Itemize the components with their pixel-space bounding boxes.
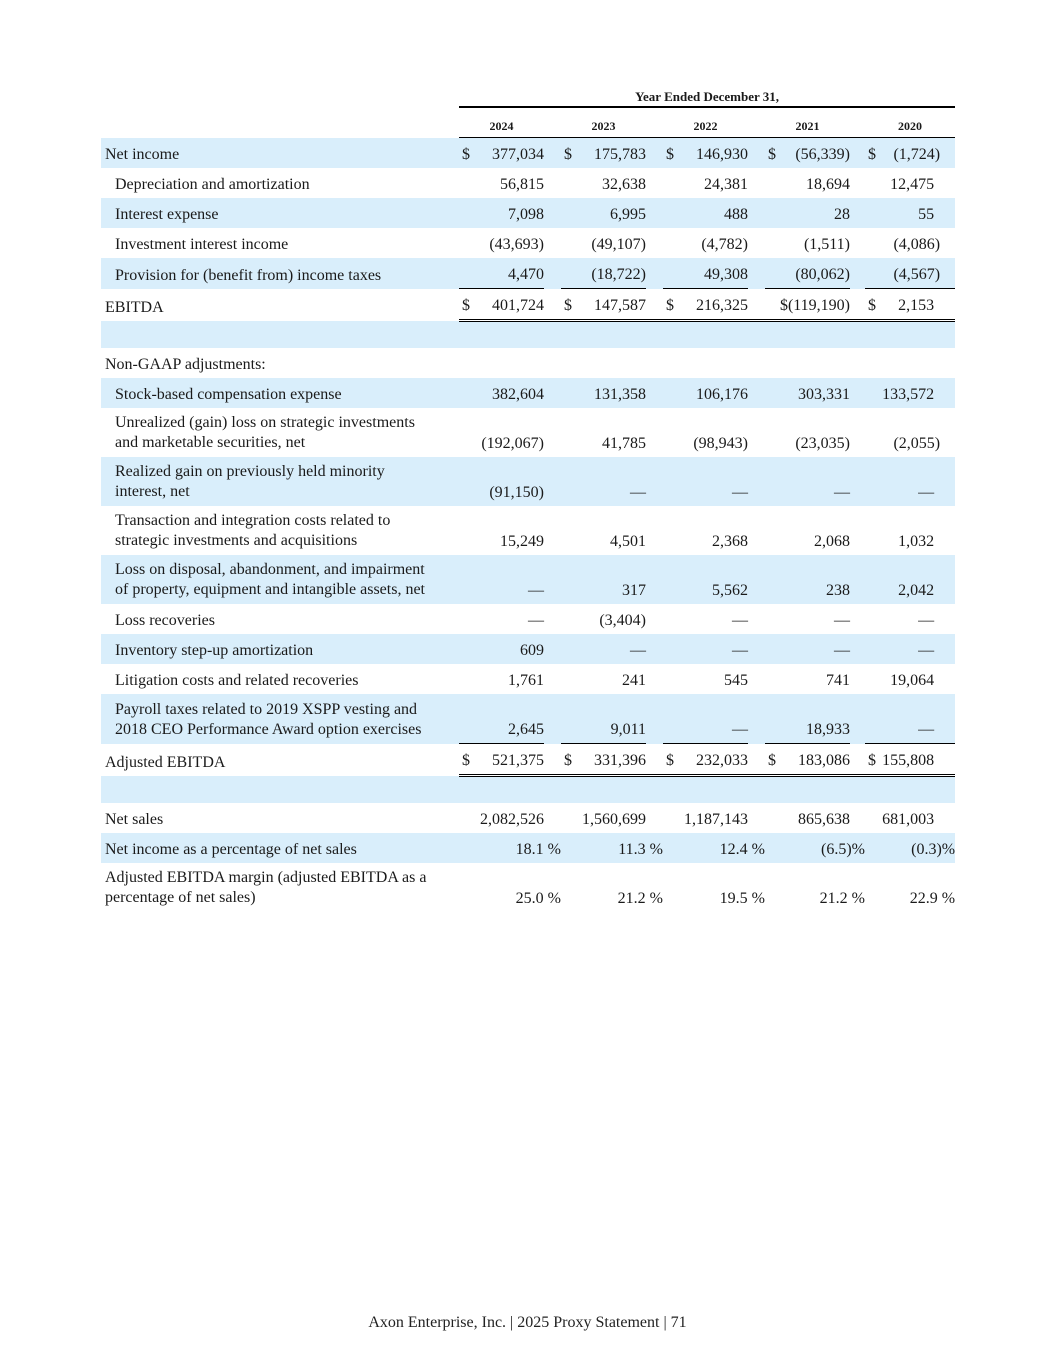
value-2023: $ 147,587 [561, 289, 646, 321]
row-provision-taxes [101, 258, 955, 289]
value-2023: 131,358 [561, 378, 646, 408]
value-2021: $(119,190) [765, 289, 850, 321]
row-label: Inventory step-up amortization [101, 634, 459, 664]
period-label: Year Ended December 31, [459, 79, 955, 107]
value-2024: (192,067) [481, 435, 544, 452]
row-label: Realized gain on previously held minority interest, net [101, 457, 459, 506]
year-2022-header: 2022 [663, 107, 748, 138]
value-2022: (4,782) [701, 236, 748, 253]
value-2020: $ 2,153 [865, 289, 955, 321]
value-2022: 19.5 % [719, 890, 765, 907]
value-2020: — [865, 694, 955, 744]
value-2024: $ 377,034 [459, 138, 544, 169]
value-2024: 2,082,526 [480, 811, 544, 828]
header-row-period [101, 79, 955, 107]
value-2022: — [663, 457, 748, 506]
row-stock-comp [101, 378, 955, 408]
value-2020: 133,572 [865, 378, 955, 408]
value-2021: 238 [765, 555, 850, 604]
value-2023: 317 [561, 555, 646, 604]
row-label: Loss on disposal, abandonment, and impairment of property, equipment and intangible assets, net [101, 555, 459, 604]
value-2021: 21.2 % [819, 890, 865, 907]
value-2020: — [865, 634, 955, 664]
value-2023: (3,404) [599, 612, 646, 629]
spacer-row [101, 776, 955, 804]
value-2021: 28 [765, 198, 850, 228]
value-2024: 382,604 [459, 378, 544, 408]
value-2022: 2,368 [712, 533, 748, 550]
year-2024-header: 2024 [459, 107, 544, 138]
value-2024: 7,098 [459, 198, 544, 228]
value-2021: — [834, 612, 850, 629]
value-2024: 609 [459, 634, 544, 664]
value-2024: — [528, 612, 544, 629]
value-2021: 303,331 [765, 378, 850, 408]
value-2021: (6.5)% [765, 833, 865, 863]
value-2024: $ 521,375 [459, 744, 544, 776]
value-2020: — [865, 457, 955, 506]
value-2023: 11.3 % [561, 833, 663, 863]
row-litigation [101, 664, 955, 694]
row-depreciation [101, 168, 955, 198]
value-2023: (49,107) [591, 236, 646, 253]
value-2023: 41,785 [602, 435, 646, 452]
row-loss-recoveries [101, 604, 955, 634]
value-2020: (4,086) [893, 236, 941, 253]
value-2021: 18,933 [765, 694, 850, 744]
row-adj-margin [101, 863, 955, 912]
value-2023: 6,995 [561, 198, 646, 228]
value-2020: (2,055) [893, 435, 941, 452]
value-2024: 4,470 [459, 258, 544, 289]
value-2024: 1,761 [508, 672, 544, 689]
row-ebitda [101, 289, 955, 321]
row-label: Net income [101, 138, 459, 169]
value-2020: $ (1,724) [865, 138, 955, 169]
value-2021: $ 183,086 [765, 744, 850, 776]
value-2020: 55 [865, 198, 955, 228]
value-2020: $ 155,808 [865, 744, 955, 776]
value-2020: — [918, 612, 935, 629]
value-2021: — [765, 634, 850, 664]
row-label: Interest expense [101, 198, 459, 228]
row-loss-disposal [101, 555, 955, 604]
page-footer: Axon Enterprise, Inc. | 2025 Proxy Statement | 71 [368, 1314, 687, 1331]
value-2024: (91,150) [459, 457, 544, 506]
value-2022: 49,308 [663, 258, 748, 289]
value-2022: 24,381 [704, 176, 748, 193]
row-label: Depreciation and amortization [115, 176, 310, 193]
value-2021: 865,638 [798, 811, 850, 828]
value-2020: 1,032 [898, 533, 935, 550]
value-2022: 545 [724, 672, 748, 689]
value-2022: 488 [663, 198, 748, 228]
value-2024: — [459, 555, 544, 604]
spacer-row [101, 321, 955, 349]
value-2022: — [663, 694, 748, 744]
value-2021: 18,694 [806, 176, 850, 193]
section-heading: Non-GAAP adjustments: [105, 356, 266, 373]
value-2024: 15,249 [500, 533, 544, 550]
value-2023: (18,722) [561, 258, 646, 289]
row-investment-interest [101, 228, 955, 258]
value-2024: 25.0 % [515, 890, 561, 907]
value-2023: 241 [622, 672, 646, 689]
header-row-years [101, 107, 955, 138]
value-2023: 1,560,699 [582, 811, 646, 828]
value-2021: $ (56,339) [765, 138, 850, 169]
value-2024: 18.1 % [459, 833, 561, 863]
value-2024: $ 401,724 [459, 289, 544, 321]
row-label: Net sales [105, 811, 164, 828]
value-2022: — [663, 634, 748, 664]
row-net-sales [101, 803, 955, 833]
value-2024: 2,645 [459, 694, 544, 744]
value-2023: 32,638 [602, 176, 646, 193]
value-2021: (23,035) [795, 435, 850, 452]
row-label: Adjusted EBITDA [105, 753, 226, 771]
value-2024: 56,815 [500, 176, 544, 193]
value-2021: (1,511) [803, 236, 850, 253]
value-2020: 19,064 [890, 672, 935, 689]
row-net-income-pct [101, 833, 955, 863]
value-2020: 2,042 [865, 555, 955, 604]
value-2021: — [765, 457, 850, 506]
row-non-gaap-heading [101, 348, 955, 378]
row-label: Provision for (benefit from) income taxes [101, 258, 459, 289]
value-2022: (98,943) [693, 435, 748, 452]
value-2020: 12,475 [890, 176, 935, 193]
value-2023: 4,501 [610, 533, 646, 550]
row-label: Litigation costs and related recoveries [115, 672, 359, 689]
year-2021-header: 2021 [765, 107, 850, 138]
row-unrealized [101, 408, 955, 457]
row-label: Loss recoveries [115, 612, 215, 629]
value-2023: 9,011 [561, 694, 646, 744]
value-2022: — [732, 612, 748, 629]
row-label: Payroll taxes related to 2019 XSPP vesting and 2018 CEO Performance Award option exercises [101, 694, 459, 744]
row-label: Net income as a percentage of net sales [101, 833, 459, 863]
value-2022: 1,187,143 [684, 811, 748, 828]
row-label: Adjusted EBITDA margin (adjusted EBITDA as a percentage of net sales) [105, 869, 427, 906]
row-realized-gain [101, 457, 955, 506]
row-inventory-stepup [101, 634, 955, 664]
value-2023: 21.2 % [617, 890, 663, 907]
value-2023: $ 331,396 [561, 744, 646, 776]
row-net-income [101, 138, 955, 169]
value-2023: — [561, 457, 646, 506]
value-2021: (80,062) [765, 258, 850, 289]
value-2022: $ 216,325 [663, 289, 748, 321]
year-2020-header: 2020 [865, 107, 955, 138]
value-2020: (0.3)% [865, 833, 955, 863]
value-2023: $ 175,783 [561, 138, 646, 169]
row-label: Stock-based compensation expense [101, 378, 459, 408]
value-2023: — [561, 634, 646, 664]
year-2023-header: 2023 [561, 107, 646, 138]
value-2022: $ 232,033 [663, 744, 748, 776]
row-label: Transaction and integration costs related to strategic investments and acquisitions [115, 512, 391, 549]
value-2020: 22.9 % [909, 890, 956, 907]
value-2022: $ 146,930 [663, 138, 748, 169]
financial-table [101, 79, 955, 912]
value-2022: 106,176 [663, 378, 748, 408]
row-adjusted-ebitda [101, 744, 955, 776]
row-interest-expense [101, 198, 955, 228]
row-label: Investment interest income [115, 236, 289, 253]
value-2020: 681,003 [882, 811, 935, 828]
row-label: Unrealized (gain) loss on strategic investments and marketable securities, net [115, 414, 415, 451]
value-2020: (4,567) [865, 258, 955, 289]
value-2021: 2,068 [814, 533, 850, 550]
row-label: EBITDA [105, 298, 164, 316]
value-2024: (43,693) [489, 236, 544, 253]
value-2022: 12.4 % [663, 833, 765, 863]
value-2021: 741 [826, 672, 850, 689]
value-2022: 5,562 [663, 555, 748, 604]
row-payroll-taxes [101, 694, 955, 744]
row-transaction-costs [101, 506, 955, 555]
